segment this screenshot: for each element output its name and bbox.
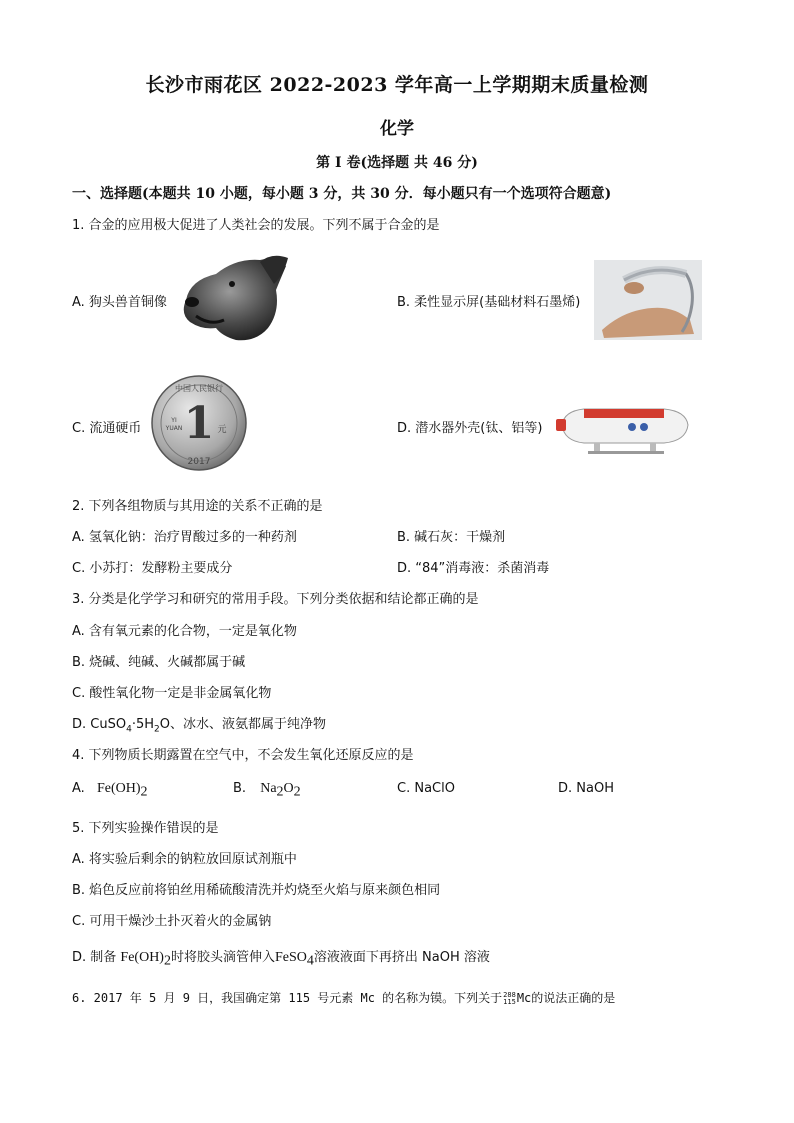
dog-head-bronze-image (176, 250, 292, 346)
q2-option-a[interactable]: A. 氢氧化钠：治疗胃酸过多的一种药剂 (72, 530, 297, 545)
q3-option-a[interactable]: A. 含有氧元素的化合物，一定是氧化物 (72, 624, 297, 639)
question-1-stem: 1. 合金的应用极大促进了人类社会的发展。下列不属于合金的是 (72, 218, 440, 233)
q3-option-c[interactable]: C. 酸性氧化物一定是非金属氧化物 (72, 686, 272, 701)
q3-option-d[interactable]: D. $CuSO_4\cdot 5H_2O$、冰水、液氨都属于纯净物 (72, 717, 326, 735)
q3-option-b[interactable]: B. 烧碱、纯碱、火碱都属于碱 (72, 655, 246, 670)
q5-option-a[interactable]: A. 将实验后剩余的钠粒放回原试剂瓶中 (72, 852, 297, 867)
coin-yuan-pinyin: YUAN (165, 425, 183, 432)
volume-heading: 第 I 卷(选择题 共 46 分) (316, 155, 478, 171)
q3-d-text: 、冰水、液氨都属于纯净物 (169, 717, 326, 732)
q1-option-c[interactable]: C. 流通硬币 (72, 421, 142, 436)
question-5-stem: 5. 下列实验操作错误的是 (72, 821, 219, 836)
submersible-image (554, 397, 692, 459)
q6-stem-prefix: 6. 2017 年 5 月 9 日，我国确定第 115 号元素 Mc 的名称为镆。下列关于 (72, 991, 503, 1005)
q5-d-mid: 时将胶头滴管伸入 (170, 950, 275, 965)
coin-image (150, 374, 248, 472)
question-4-stem: 4. 下列物质长期露置在空气中，不会发生氧化还原反应的是 (72, 748, 414, 763)
q4-option-b[interactable]: B. $Na_2O_2$ (233, 781, 301, 800)
q4-b-label: B. (233, 781, 247, 796)
question-2-stem: 2. 下列各组物质与其用途的关系不正确的是 (72, 499, 323, 514)
exam-title: 长沙市雨花区 2022-2023 学年高一上学期期末质量检测 (145, 74, 649, 96)
q4-b-formula: Na (260, 781, 277, 796)
q4-option-a[interactable]: A. $Fe(OH)_2$ (72, 781, 148, 800)
q4-a-label: A. (72, 781, 85, 796)
q6-mass-number: 288 (503, 990, 516, 999)
q5-option-b[interactable]: B. 焰色反应前将铂丝用稀硫酸清洗并灼烧至火焰与原来颜色相同 (72, 883, 441, 898)
q4-option-c[interactable]: C. NaClO (397, 781, 455, 796)
q1-option-d[interactable]: D. 潜水器外壳(钛、铝等) (397, 421, 543, 436)
q1-option-b[interactable]: B. 柔性显示屏(基础材料石墨烯) (397, 295, 581, 310)
coin-denomination: 1 (183, 398, 215, 449)
q4-a-formula: Fe(OH) (96, 781, 141, 796)
q1-option-a[interactable]: A. 狗头兽首铜像 (72, 295, 167, 310)
section-heading: 一、选择题(本题共 10 小题，每小题 3 分，共 30 分．每小题只有一个选项符合题意) (72, 186, 612, 202)
q6-stem-suffix: 的说法正确的是 (531, 991, 616, 1005)
question-3-stem: 3. 分类是化学学习和研究的常用手段。下列分类依据和结论都正确的是 (72, 592, 479, 607)
q3-d-formula-prefix: D. CuSO (72, 717, 127, 732)
question-6-stem (72, 989, 615, 1006)
coin-yuan-label: 元 (217, 425, 227, 435)
q2-option-c[interactable]: C. 小苏打：发酵粉主要成分 (72, 561, 233, 576)
q5-option-d[interactable]: D. 制备 $Fe(OH)_2$时将胶头滴管伸入FeSO$_4$溶液液面下再挤出 NaOH 溶液 (72, 950, 490, 969)
q6-atomic-number: 115 (503, 997, 516, 1006)
subject-title: 化学 (380, 119, 414, 139)
q2-option-b[interactable]: B. 碱石灰：干燥剂 (397, 530, 506, 545)
coin-yi-label: YI (171, 417, 177, 424)
q6-symbol: Mc (516, 991, 532, 1005)
q5-d-prefix: D. 制备 (72, 950, 117, 965)
coin-bank-text: 中国人民银行 (175, 384, 223, 393)
q5-d-suffix: 溶液液面下再挤出 NaOH 溶液 (313, 950, 490, 965)
flexible-screen-image (594, 260, 702, 340)
coin-year: 2017 (187, 457, 211, 467)
q5-option-c[interactable]: C. 可用干燥沙土扑灭着火的金属钠 (72, 914, 272, 929)
q4-option-d[interactable]: D. NaOH (558, 781, 614, 796)
q2-option-d[interactable]: D. “84”消毒液：杀菌消毒 (397, 561, 550, 576)
